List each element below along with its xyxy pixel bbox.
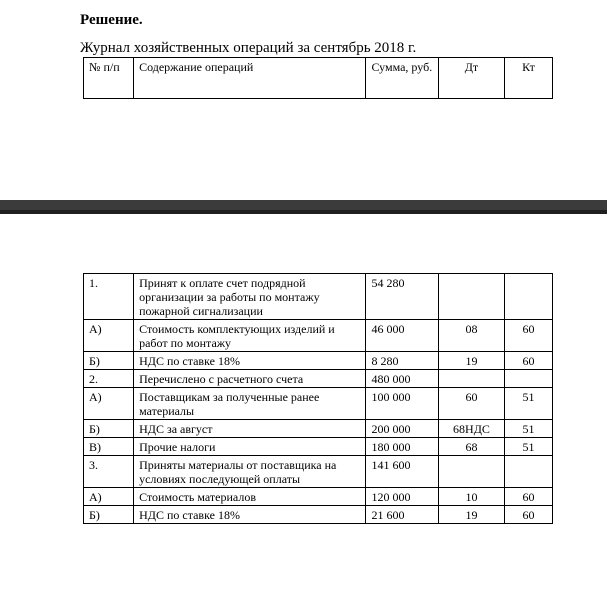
row-debit: 60: [438, 388, 504, 420]
row-sum: 480 000: [366, 370, 438, 388]
row-credit: 60: [505, 352, 553, 370]
row-credit: [505, 370, 553, 388]
row-credit: 51: [505, 388, 553, 420]
row-content: Стоимость материалов: [134, 488, 366, 506]
table-row: [84, 274, 553, 320]
row-num: 3.: [84, 456, 134, 488]
table-row: [84, 370, 553, 388]
row-sum: 100 000: [366, 388, 438, 420]
row-debit: 10: [438, 488, 504, 506]
row-debit: [438, 274, 504, 320]
table-row: [84, 320, 553, 352]
row-num: 1.: [84, 274, 134, 320]
row-debit: 19: [438, 352, 504, 370]
row-num: Б): [84, 506, 134, 524]
row-content: НДС по ставке 18%: [134, 352, 366, 370]
row-content: Перечислено с расчетного счета: [134, 370, 366, 388]
header-num: № п/п: [84, 58, 134, 99]
row-debit: 19: [438, 506, 504, 524]
row-debit: 68: [438, 438, 504, 456]
row-credit: [505, 456, 553, 488]
header-kt: Кт: [505, 58, 553, 99]
row-sum: 8 280: [366, 352, 438, 370]
row-content: Стоимость комплектующих изделий и работ по монтажу: [134, 320, 366, 352]
row-credit: 51: [505, 438, 553, 456]
table-row: [84, 456, 553, 488]
row-sum: 200 000: [366, 420, 438, 438]
row-num: Б): [84, 352, 134, 370]
journal-title: Журнал хозяйственных операций за сентябрь 2018 г.: [80, 40, 417, 56]
row-content: Приняты материалы от поставщика на условиях последующей оплаты: [134, 456, 366, 488]
row-sum: 46 000: [366, 320, 438, 352]
page-break-shadow: [0, 210, 607, 214]
row-num: А): [84, 320, 134, 352]
row-debit: [438, 370, 504, 388]
journal-body-table: [83, 273, 553, 524]
journal-header-table: [83, 57, 553, 99]
header-sum: Сумма, руб.: [366, 58, 438, 99]
table-header-row: [84, 58, 553, 99]
row-credit: 60: [505, 320, 553, 352]
row-sum: 21 600: [366, 506, 438, 524]
row-num: Б): [84, 420, 134, 438]
table-row: [84, 438, 553, 456]
row-num: А): [84, 488, 134, 506]
row-sum: 180 000: [366, 438, 438, 456]
row-content: Прочие налоги: [134, 438, 366, 456]
row-debit: 68НДС: [438, 420, 504, 438]
row-num: 2.: [84, 370, 134, 388]
row-credit: 51: [505, 420, 553, 438]
row-sum: 54 280: [366, 274, 438, 320]
journal-rows: [84, 274, 553, 524]
solution-heading: Решение.: [80, 12, 143, 28]
table-row: [84, 506, 553, 524]
row-credit: 60: [505, 506, 553, 524]
table-row: [84, 420, 553, 438]
row-content: Принят к оплате счет подрядной организации за работы по монтажу пожарной сигнализации: [134, 274, 366, 320]
row-sum: 120 000: [366, 488, 438, 506]
table-row: [84, 388, 553, 420]
row-debit: 08: [438, 320, 504, 352]
row-credit: 60: [505, 488, 553, 506]
row-content: Поставщикам за полученные ранее материалы: [134, 388, 366, 420]
table-row: [84, 352, 553, 370]
row-num: В): [84, 438, 134, 456]
row-content: НДС за август: [134, 420, 366, 438]
row-sum: 141 600: [366, 456, 438, 488]
row-num: А): [84, 388, 134, 420]
table-row: [84, 488, 553, 506]
header-dt: Дт: [438, 58, 504, 99]
row-content: НДС по ставке 18%: [134, 506, 366, 524]
header-content: Содержание операций: [134, 58, 366, 99]
row-debit: [438, 456, 504, 488]
row-credit: [505, 274, 553, 320]
